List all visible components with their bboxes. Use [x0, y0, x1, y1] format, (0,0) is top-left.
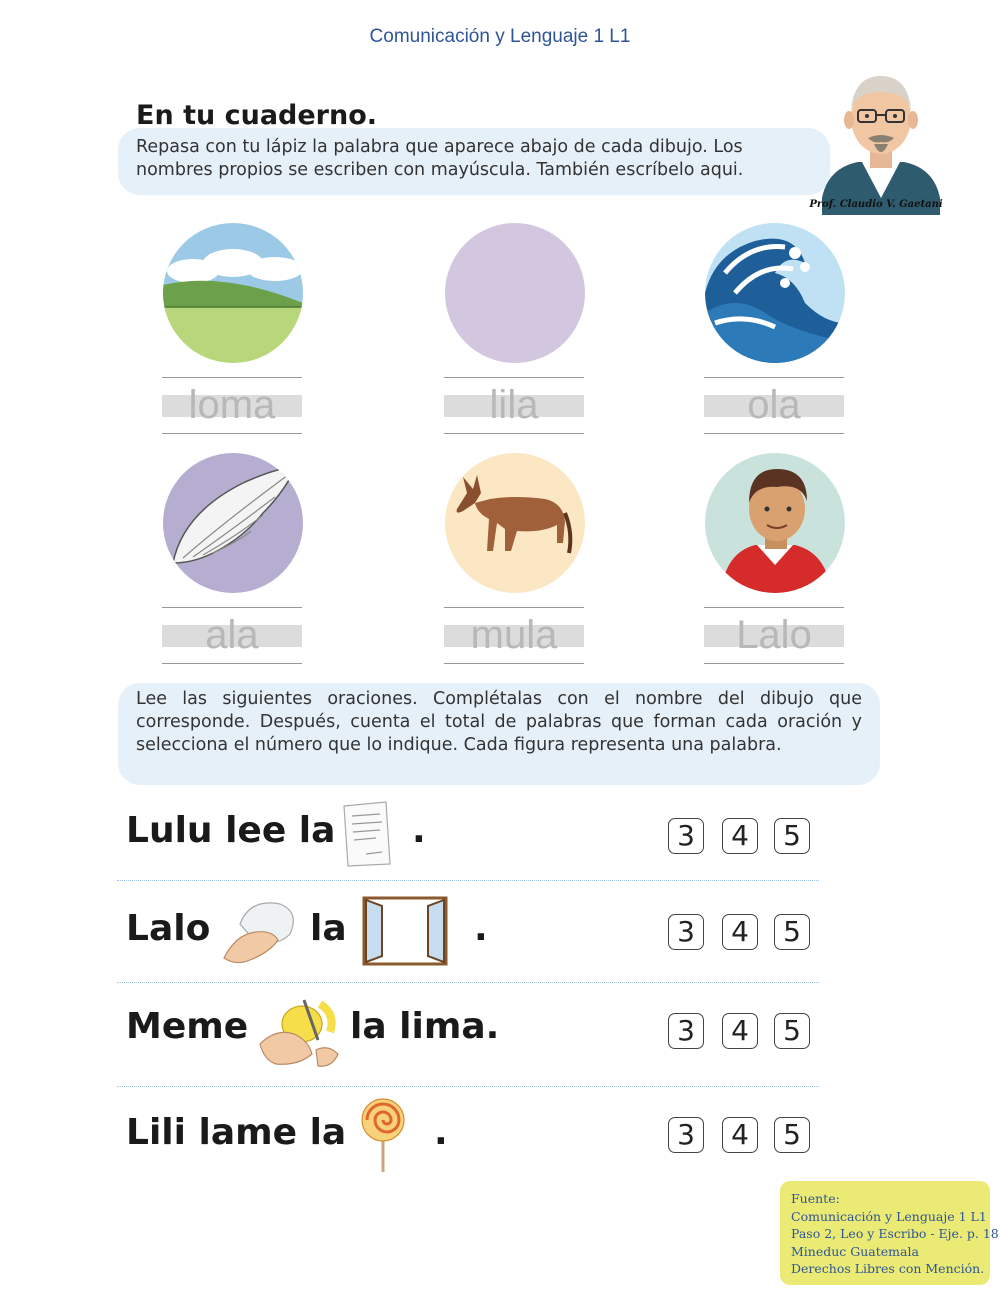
instruction-text: Repasa con tu lápiz la palabra que aparece abajo de cada dibujo. Los nombres propios se escriben con mayúscula. También escríbelo aqui.: [136, 137, 744, 180]
count-option-3[interactable]: 3: [668, 1117, 704, 1153]
instruction-box-2: [118, 683, 880, 785]
document-title: Comunicación y Lenguaje 1 L1: [369, 26, 631, 47]
instruction-box: [118, 128, 830, 195]
count-option-3[interactable]: 3: [668, 914, 704, 950]
note-paper-icon: [336, 800, 396, 874]
count-option-3[interactable]: 3: [668, 1013, 704, 1049]
source-line: Comunicación y Lenguaje 1 L1: [791, 1208, 987, 1224]
word-card-ala: [162, 453, 304, 665]
cleaning-cloth-icon: [220, 894, 302, 974]
count-options-4: [668, 1117, 814, 1153]
lollipop-icon: [358, 1098, 408, 1178]
peeling-lime-icon: [258, 994, 344, 1074]
count-options-3: [668, 1013, 814, 1049]
trace-word[interactable]: ala: [205, 613, 259, 657]
teacher-avatar: [818, 70, 944, 215]
hill-landscape-icon: [163, 223, 303, 363]
teacher-signature: Prof. Claudio V. Gaetani: [809, 199, 943, 210]
source-line: Paso 2, Leo y Escribo - Eje. p. 18: [791, 1226, 999, 1241]
sentence-text: Meme: [126, 1006, 249, 1047]
trace-word[interactable]: ola: [747, 383, 801, 427]
source-line: Mineduc Guatemala: [791, 1243, 919, 1259]
row-divider: [117, 1086, 819, 1087]
sentence-text: Lili lame la: [126, 1112, 347, 1153]
boy-icon: [705, 453, 845, 593]
count-option-5[interactable]: 5: [774, 1013, 810, 1049]
word-card-loma: [162, 223, 304, 435]
sentence-period: .: [434, 1112, 448, 1153]
word-card-ola: [704, 223, 846, 435]
window-icon: [362, 896, 448, 970]
sentence-period: .: [412, 810, 426, 851]
count-option-4[interactable]: 4: [722, 1013, 758, 1049]
sentence-text: Lalo: [126, 908, 211, 949]
count-option-5[interactable]: 5: [774, 1117, 810, 1153]
sentence-text: la: [310, 908, 347, 949]
trace-word[interactable]: Lalo: [736, 613, 812, 657]
lilac-circle-icon: [445, 223, 585, 363]
wing-icon: [163, 453, 303, 593]
trace-word[interactable]: loma: [188, 383, 276, 427]
trace-word[interactable]: lila: [489, 383, 539, 427]
source-line: Fuente:: [791, 1191, 840, 1206]
word-card-lalo: [704, 453, 846, 665]
sentence-text: la lima.: [350, 1006, 500, 1047]
count-option-3[interactable]: 3: [668, 818, 704, 854]
count-option-4[interactable]: 4: [722, 1117, 758, 1153]
row-divider: [117, 982, 819, 983]
mule-icon: [445, 453, 585, 593]
sentence-period: .: [474, 908, 488, 949]
word-card-lila: [444, 223, 586, 435]
trace-word[interactable]: mula: [470, 613, 558, 657]
count-option-4[interactable]: 4: [722, 818, 758, 854]
section-heading: En tu cuaderno.: [136, 100, 378, 131]
count-options-1: [668, 818, 814, 854]
count-option-5[interactable]: 5: [774, 818, 810, 854]
count-option-4[interactable]: 4: [722, 914, 758, 950]
word-card-mula: [444, 453, 586, 665]
wave-icon: [705, 223, 845, 363]
count-options-2: [668, 914, 814, 950]
row-divider: [117, 880, 819, 881]
source-box: [780, 1181, 999, 1285]
instruction-text-2: Lee las siguientes oraciones. Complétalas con el nombre del dibujo que corresponde. Después, cuenta el total de palabras que forman cada oración y selecciona el número que lo indique. Cada figura representa una palabra.: [136, 689, 862, 755]
count-option-5[interactable]: 5: [774, 914, 810, 950]
source-line: Derechos Libres con Mención.: [791, 1261, 985, 1276]
sentence-text: Lulu lee la: [126, 810, 336, 851]
